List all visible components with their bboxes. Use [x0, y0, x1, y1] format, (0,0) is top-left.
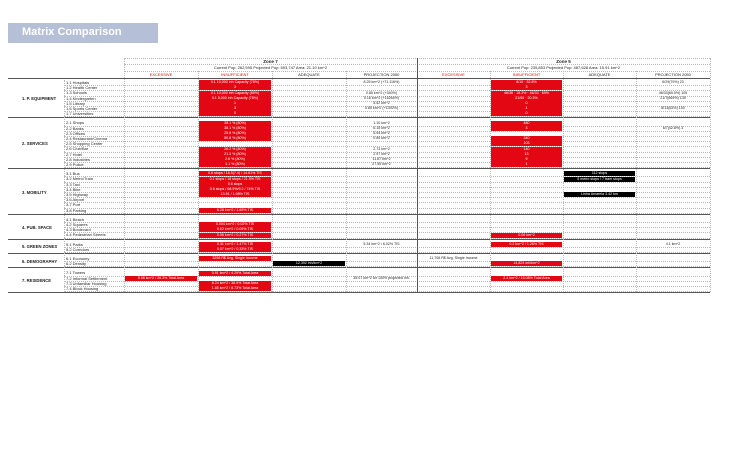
matrix-cell: 0.6 stops / 16.5(7.4) / 14.61% TIS [199, 171, 271, 176]
matrix-cell: 27.55 km^2 [372, 162, 391, 167]
row-label: 3.4 Bike [66, 186, 81, 192]
matrix-cell: 0.6 stops / 68.5%/9.2 / 74% TIS [199, 187, 271, 192]
matrix-cell: 1.10 km^2 [373, 120, 390, 125]
matrix-cell: 0.6 stops [199, 182, 271, 187]
row-divider [64, 182, 710, 183]
row-label: 7.3 Unfamiliar Housing [66, 280, 107, 286]
row-divider [64, 197, 710, 198]
row-label: 2.6 Club/Bar [66, 146, 89, 152]
group-label: 7. RESIDENCE [22, 278, 52, 284]
row-label: 3.6 Airport [66, 197, 85, 203]
row-label: 4.2 Squares [66, 222, 88, 227]
matrix-cell: 11.87 km^2 [372, 157, 391, 161]
matrix-cell: 0.07 km^2 / 0.33% TIS [199, 247, 271, 252]
row-label: 2.9 Police [66, 162, 84, 167]
row-divider [8, 292, 710, 293]
row-divider [64, 202, 710, 203]
matrix-cell: 340 [491, 136, 562, 141]
group-label: 4. PUB. SPACE [22, 224, 52, 230]
column-divider [636, 71, 637, 292]
row-label: 3.1 Bus [66, 171, 80, 177]
matrix-cell: 0 [491, 111, 562, 116]
row-label: 1.5 Library [66, 100, 85, 106]
matrix-cell: 50.8 % (80%) [199, 136, 271, 141]
matrix-cell: 35.07 km^2 for 100% projected inh. [353, 275, 410, 280]
column-divider [563, 71, 564, 292]
matrix-cell: 6.28 km^2 / 1.69% TIS [199, 208, 271, 213]
row-divider [64, 232, 710, 233]
matrix-cell: 6/7(42.8%) 3 [662, 125, 684, 130]
row-label: 1.7 Universities [66, 111, 94, 117]
column-divider [346, 71, 347, 292]
matrix-cell: 13 [491, 152, 562, 157]
row-label: 1.6 Sports Center [66, 106, 98, 111]
matrix-cell: 0.85 km^2 (+340%) [365, 90, 398, 95]
row-divider [64, 286, 710, 287]
matrix-cell: 2.4 km^2 / 15.08% Total Area [491, 276, 562, 281]
row-divider [8, 78, 710, 79]
matrix-cell: 8.25 km^2 (+71.116%) [363, 80, 400, 85]
matrix-cell: 0.1 10,000 inh Capacity (89%) [199, 91, 271, 96]
row-label: 6.2 Density [66, 261, 87, 267]
group-label: 5. GREEN ZONES [22, 244, 58, 250]
row-label: 7.1 Towers [66, 270, 86, 276]
matrix-cell: 46/36 · 18.3% · 46/33 · 69% [491, 91, 562, 96]
matrix-cell: 0 [199, 111, 271, 116]
row-label: 2.5 Shopping Center [66, 141, 103, 147]
zone-name: Zone 5 [556, 59, 571, 64]
row-divider [64, 247, 710, 248]
matrix-cell: 1 [199, 101, 271, 106]
row-label: 2.2 Banks [66, 125, 84, 131]
row-label: 2.4 Restaurant/Cinema [66, 136, 108, 141]
row-label: 4.3 Boulevard [66, 227, 91, 233]
row-divider [64, 222, 710, 223]
matrix-cell: 0.89 km^2 [373, 136, 390, 141]
matrix-cell: 12,392 inh/km^2 [273, 261, 345, 266]
row-label: 4.1 Beach [66, 216, 85, 222]
column-divider [417, 58, 418, 292]
matrix-cell: 3298 R$ Avg. Single Income [199, 256, 271, 261]
row-label: 1.3 Schools [66, 90, 87, 96]
zone-name: Zone 7 [263, 59, 278, 64]
group-label: 1. P. EQUIPMENT [22, 95, 57, 101]
matrix-cell: 0.1 5,000 inh Capacity (78%) [199, 96, 271, 101]
matrix-cell: 3 [199, 106, 271, 111]
column-header: EXCESSIVE [149, 72, 173, 77]
matrix-cell: 1.85 km^2 / 8.73% Total Area [199, 286, 271, 291]
matrix-cell: 8/10 · 52.8% [491, 80, 562, 85]
matrix-cell: 140 [491, 147, 562, 152]
row-divider [8, 239, 710, 240]
matrix-cell: 8.24 km^2 / 38.9% Total Area [199, 281, 271, 286]
matrix-cell: 0.91 km^2 / 4.29% Total Area [199, 271, 271, 276]
matrix-cell: 0.06 km^2 / 0.27% TIS [199, 233, 271, 238]
row-label: 1.1 Hospitals [66, 80, 90, 85]
row-divider [64, 227, 710, 228]
matrix-cell: 1 [491, 162, 562, 167]
page-title: Matrix Comparison [22, 26, 122, 38]
matrix-cell: 0.02 km^2 / 0.09% TIS [199, 227, 271, 232]
row-label: 2.1 Shops [66, 120, 85, 126]
column-divider [490, 71, 491, 292]
row-label: 4.4 Pedestrian Streets [66, 232, 106, 238]
matrix-cell: 9 [491, 157, 562, 162]
group-label: 6. DEMOGRAPHY [22, 258, 58, 264]
matrix-cell: 480 [491, 121, 562, 126]
row-divider [64, 208, 710, 209]
matrix-cell: 5.58 km^2 / 26.3% Total Area [125, 276, 197, 281]
column-header: PROJECTION 2050 [363, 72, 400, 77]
row-divider [8, 267, 710, 268]
row-label: 3.8 Parking [66, 207, 87, 213]
matrix-cell: 0.1 stops / 18 stops / 21.5% TIS [199, 177, 271, 182]
matrix-cell: 5.52 km^2 [373, 101, 390, 105]
matrix-cell: 0.2 km^2 / 1.26% TIS [491, 242, 562, 247]
row-divider [64, 187, 710, 188]
column-header: PROJECTION 2050 [655, 72, 691, 77]
row-divider [64, 141, 710, 142]
matrix-cell: 3 [491, 126, 562, 131]
column-header: ADEQUATE [298, 72, 320, 77]
row-divider [64, 281, 710, 282]
matrix-cell: 5 metro stops / 7 tram stops [564, 177, 635, 182]
column-header: EXCESSIVE [442, 72, 465, 77]
row-label: 6.1 Economy [66, 256, 90, 261]
row-label: 2.3 Offices [66, 130, 86, 136]
matrix-cell: 2.6 % (80%) [199, 157, 271, 162]
matrix-cell: 14,824 inh/km^2 [491, 261, 562, 266]
row-label: 1.4 Kindergarten [66, 95, 96, 101]
column-divider [64, 80, 65, 292]
row-label: 3.2 Metro/Train [66, 176, 93, 182]
row-label: 3.5 Highway [66, 192, 89, 197]
matrix-cell: 28.2 % (80%) [199, 147, 271, 152]
matrix-cell: 112 stops [564, 171, 635, 176]
matrix-cell: 2.73 km^2 [373, 146, 390, 151]
matrix-cell: 0 [491, 101, 562, 106]
matrix-cell: 3 [491, 85, 562, 90]
row-divider [8, 168, 710, 169]
group-label: 3. MOBILITY [22, 189, 47, 195]
column-header: INSUFFICIENT [512, 72, 541, 77]
row-label: 2.7 Hotel [66, 151, 83, 157]
matrix-cell: 5.34 km^2 / 6.02% TIS [363, 241, 400, 246]
group-label: 2. SERVICES [22, 141, 48, 147]
row-divider [64, 85, 710, 86]
row-label: 5.1 Parks [66, 241, 83, 247]
column-divider [198, 71, 199, 292]
matrix-cell: 1 [491, 106, 562, 111]
column-divider [710, 58, 711, 292]
row-divider [64, 261, 710, 262]
matrix-cell: 103 [491, 141, 562, 146]
matrix-cell: 38.1 % (80%) [199, 121, 271, 126]
matrix-cell: Linha Amarela 3.42 km [564, 192, 635, 197]
matrix-cell: 21.3 % (80%) [199, 152, 271, 157]
matrix-cell: 0.16 km^2 (+15264%) [363, 95, 400, 100]
matrix-cell: 21/65 · 20.3% [491, 96, 562, 101]
matrix-cell: 8/13(63%) 150 [661, 106, 685, 111]
matrix-cell: 5.94 km^2 [373, 131, 390, 135]
column-divider [272, 71, 273, 292]
matrix-cell: 46/33(69.5%) 105 [658, 90, 688, 95]
zone-stats: Current Pop: 235,853 Projected Pop: 487,628 Area: 15.91 km^2 [506, 65, 621, 70]
matrix-cell: 0.004 km^2 / 0.02% TIS [199, 222, 271, 227]
row-label: 3.3 Taxi [66, 181, 80, 187]
row-label: 1.2 Health Center [66, 85, 98, 91]
row-divider [8, 214, 710, 215]
row-divider [8, 253, 710, 254]
matrix-cell: 3 [199, 85, 271, 90]
row-label: 3.7 Port [66, 202, 81, 208]
row-label: 2.8 Industries [66, 156, 91, 162]
row-divider [64, 111, 710, 112]
matrix-cell: 38.1 % (80%) [199, 126, 271, 131]
zone-stats: Current Pop: 262,595 Projected Pop: 593,747 Area: 21.19 km^2 [213, 65, 328, 70]
matrix-cell: 0.85 km^2 (+1392%) [364, 106, 399, 111]
row-label: 7.2 Informal Settlement [66, 275, 108, 281]
matrix-cell: 4.1 km^2 [665, 241, 681, 246]
column-header: ADEQUATE [588, 72, 611, 77]
matrix-cell: 6.15 km^2 [373, 125, 390, 130]
matrix-cell: 6/29(79%) 23 [662, 80, 684, 85]
row-label: 7.4 Block Housing [66, 286, 99, 291]
matrix-cell: 11,706 R$ Avg. Single Income [429, 256, 478, 261]
matrix-cell: 21/7(669%) 135 [660, 95, 686, 100]
matrix-cell: 0.31 km^2 / 1.47% TIS [199, 242, 271, 247]
row-label: 5.2 Corridors [66, 246, 90, 252]
matrix-cell: 2.97 km^2 [373, 151, 390, 156]
column-header: INSUFFICIENT [221, 72, 249, 77]
matrix-cell: 13.91 / 1.08% TIS [199, 192, 271, 197]
column-divider [124, 58, 125, 292]
matrix-cell: 0.06 km^2 [491, 233, 562, 238]
matrix-cell: 1.1 % (80%) [199, 162, 271, 167]
matrix-cell: 25.8 % (80%) [199, 131, 271, 136]
row-divider [8, 117, 710, 118]
matrix-cell: 0.1 10,000 inh Capacity (78%) [199, 80, 271, 85]
